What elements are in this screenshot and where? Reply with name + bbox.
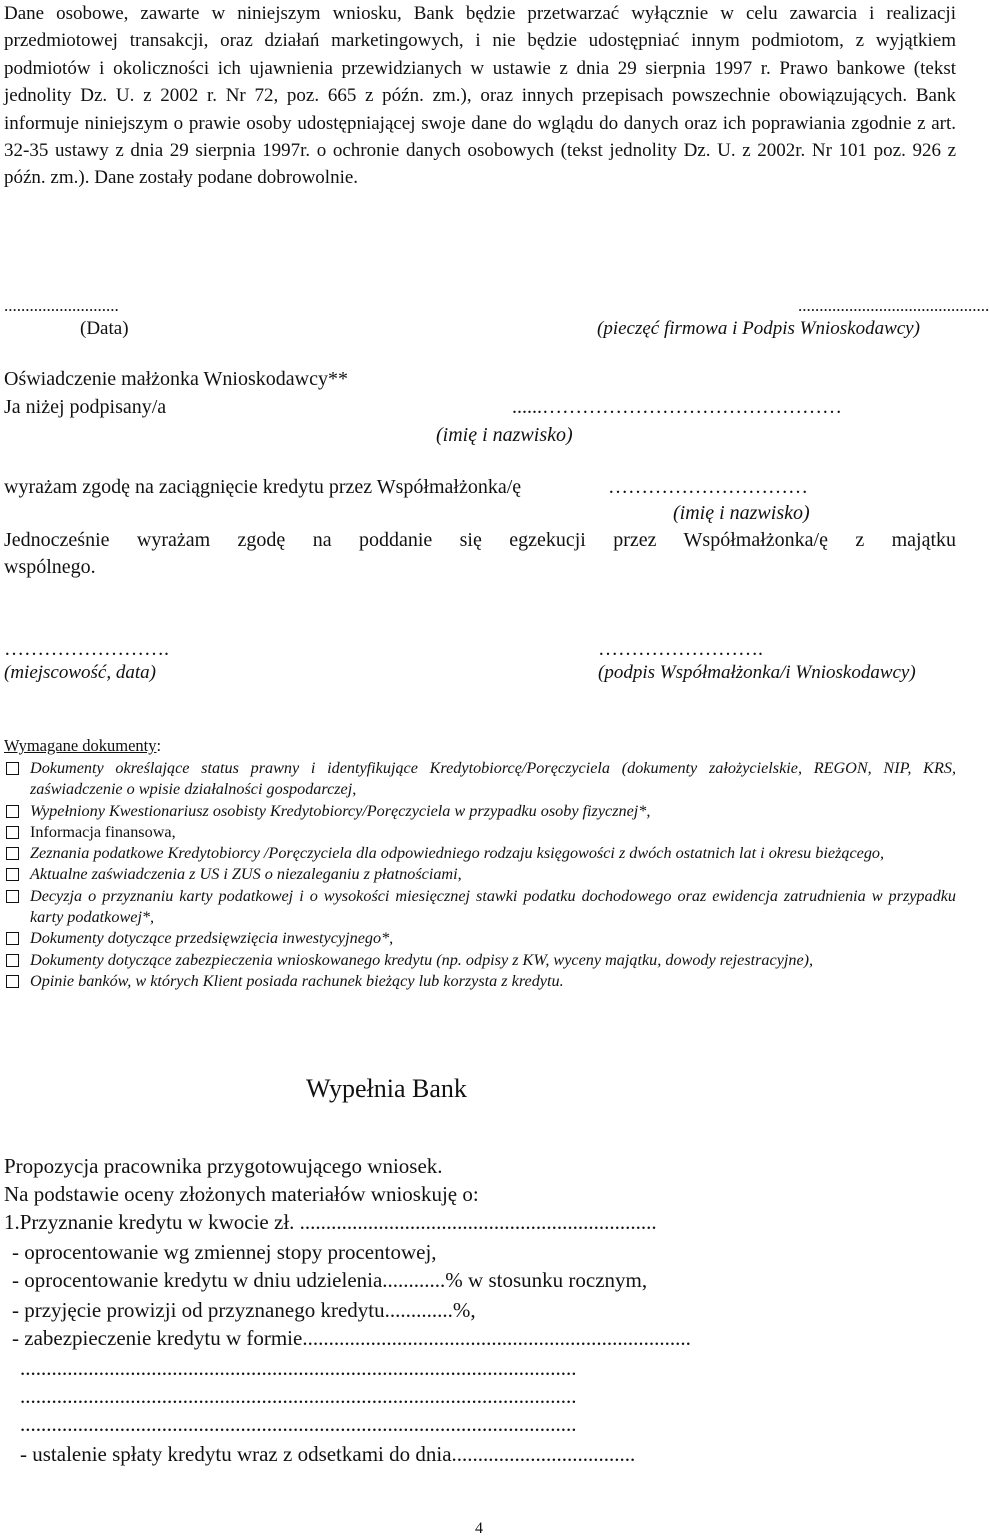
required-documents-title: Wymagane dokumenty: xyxy=(4,736,162,755)
checkbox[interactable] xyxy=(6,762,19,775)
spouse-name-dots: ………………………… xyxy=(608,476,808,498)
required-document-item[interactable]: Zeznania podatkowe Kredytobiorcy /Poręczyciela dla odpowiedniego rodzaju księgowości z dwóch ostatnich lat i okresu bieżącego, xyxy=(4,843,956,864)
spouse-sign-dots: ……………………. xyxy=(598,638,763,660)
bank-line: Propozycja pracownika przygotowującego wniosek. xyxy=(4,1154,443,1178)
page-number: 4 xyxy=(475,1520,483,1537)
execution-consent-line-1: Jednocześnie wyrażam zgodę na poddanie się egzekucji przez Współmałżonka/ę z majątku xyxy=(4,529,956,551)
date-dots: ........................... xyxy=(4,296,119,315)
data-processing-consent: Dane osobowe, zawarte w niniejszym wniosku, Bank będzie przetwarzać wyłącznie w celu zawarcia i realizacji przedmiotowej transakcji, oraz działań marketingowych, i nie będzie udostępniać innym podmiotom, z wyjątkiem podmiotów i okoliczności ich ujawnienia przewidzianych w ustawie z dnia 29 sierpnia 1997 r. Prawo bankowe (tekst jednolity Dz. U. z 2002 r. Nr 72, poz. 665 z późn. zm.), oraz innych przepisach powszechnie obowiązujących. Bank informuje niniejszym o prawie osoby udostępniającej swoje dane do wglądu do danych oraz ich poprawiania zgodnie z art. 32-35 ustawy z dnia 29 sierpnia 1997r. o ochronie danych osobowych (tekst jednolity Dz. U. z 2002r. Nr 101 poz. 926 z późn. zm.). Dane zostały podane dobrowolnie. xyxy=(4,3,956,189)
checkbox[interactable] xyxy=(6,954,19,967)
stamp-signature-label: (pieczęć firmowa i Podpis Wnioskodawcy) xyxy=(597,318,920,339)
collateral-dots-line: .......................................................................................................... xyxy=(20,1384,577,1408)
checkbox[interactable] xyxy=(6,932,19,945)
required-document-item[interactable]: Decyzja o przyznaniu karty podatkowej i o wysokości miesięcznej stawki podatku dochodowego oraz ewidencja zatrudnienia w przypadku karty podatkowej*, xyxy=(4,886,956,929)
signed-label: Ja niżej podpisany/a xyxy=(4,396,167,418)
bank-line: - oprocentowanie wg zmiennej stopy procentowej, xyxy=(12,1240,437,1264)
checkbox[interactable] xyxy=(6,826,19,839)
signed-name-dots: ......……………………………………… xyxy=(512,396,842,418)
required-documents-list xyxy=(4,758,956,992)
name-label-1: (imię i nazwisko) xyxy=(436,424,573,446)
repayment-line: - ustalenie spłaty kredytu wraz z odsetkami do dnia................................... xyxy=(20,1442,636,1466)
credit-amount-line: 1.Przyznanie kredytu w kwocie zł. .................................................................... xyxy=(4,1210,657,1234)
required-document-item[interactable]: Dokumenty określające status prawny i identyfikujące Kredytobiorcę/Poręczyciela (dokumenty założycielskie, REGON, NIP, KRS, zaświadczenie o wpisie działalności gospodarczej, xyxy=(4,758,956,801)
spouse-signature-label: (podpis Współmałżonka/i Wnioskodawcy) xyxy=(598,662,916,683)
interest-rate-line: - oprocentowanie kredytu w dniu udzielenia............% w stosunku rocznym, xyxy=(12,1268,648,1292)
required-document-item[interactable]: Dokumenty dotyczące przedsięwzięcia inwestycyjnego*, xyxy=(4,928,956,949)
consent-to-credit: wyrażam zgodę na zaciągnięcie kredytu przez Współmałżonka/ę xyxy=(4,476,522,498)
checkbox[interactable] xyxy=(6,890,19,903)
checkbox[interactable] xyxy=(6,847,19,860)
place-date-label: (miejscowość, data) xyxy=(4,662,156,683)
execution-consent-line-2: wspólnego. xyxy=(4,556,96,578)
required-document-item[interactable]: Opinie banków, w których Klient posiada rachunek bieżący lub korzysta z kredytu. xyxy=(4,971,956,992)
collateral-dots-line: .......................................................................................................... xyxy=(20,1356,577,1380)
place-date-dots: ……………………. xyxy=(4,638,169,660)
date-label: (Data) xyxy=(80,318,129,339)
stamp-dots: ............................................. xyxy=(798,296,989,315)
required-document-item[interactable]: Dokumenty dotyczące zabezpieczenia wnioskowanego kredytu (np. odpisy z KW, wyceny majątku, dowody rejestracyjne), xyxy=(4,950,956,971)
required-document-item[interactable]: Aktualne zaświadczenia z US i ZUS o niezaleganiu z płatnościami, xyxy=(4,864,956,885)
checkbox[interactable] xyxy=(6,805,19,818)
commission-line: - przyjęcie prowizji od przyznanego kredytu.............%, xyxy=(12,1298,476,1322)
bank-section-heading: Wypełnia Bank xyxy=(306,1074,467,1103)
required-document-item[interactable]: Wypełniony Kwestionariusz osobisty Kredytobiorcy/Poręczyciela w przypadku osoby fizycznej*, xyxy=(4,801,956,822)
required-document-item[interactable]: Informacja finansowa, xyxy=(4,822,956,843)
spouse-statement-heading: Oświadczenie małżonka Wnioskodawcy** xyxy=(4,368,348,390)
collateral-line: - zabezpieczenie kredytu w formie.......................................................................... xyxy=(12,1326,691,1350)
name-label-2: (imię i nazwisko) xyxy=(673,502,810,524)
collateral-dots-line: .......................................................................................................... xyxy=(20,1412,577,1436)
bank-line: Na podstawie oceny złożonych materiałów wnioskuję o: xyxy=(4,1182,479,1206)
checkbox[interactable] xyxy=(6,868,19,881)
checkbox[interactable] xyxy=(6,975,19,988)
